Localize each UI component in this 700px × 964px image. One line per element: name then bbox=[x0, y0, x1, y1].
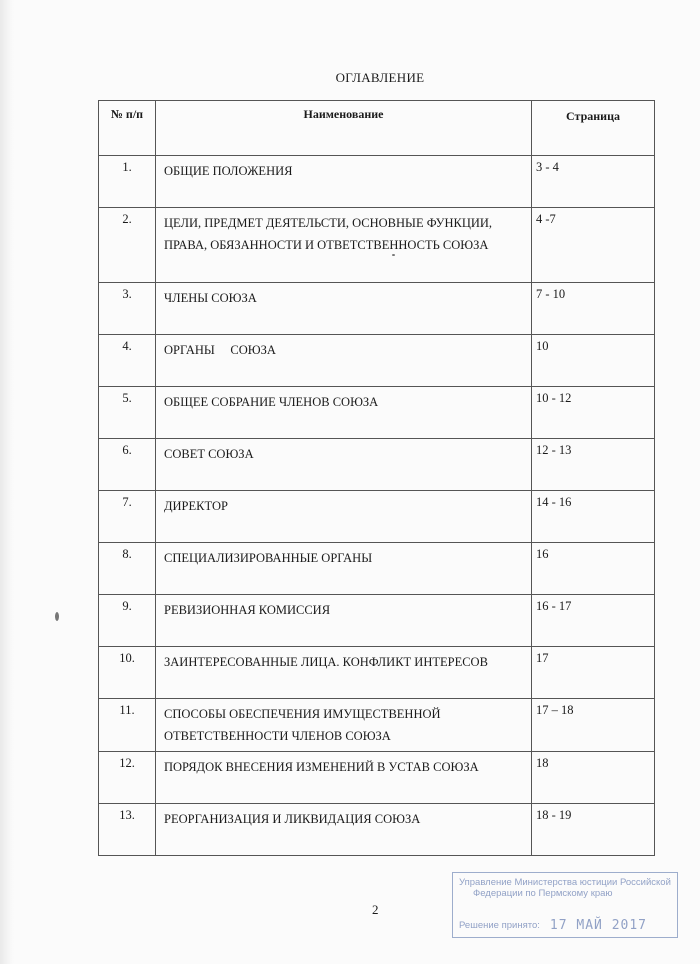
row-page: 3 - 4 bbox=[532, 156, 655, 208]
row-title: ПОРЯДОК ВНЕСЕНИЯ ИЗМЕНЕНИЙ В УСТАВ СОЮЗА bbox=[156, 752, 532, 804]
header-number: № п/п bbox=[99, 101, 156, 156]
row-page: 18 bbox=[532, 752, 655, 804]
row-number: 8. bbox=[99, 543, 156, 595]
row-title: ЧЛЕНЫ СОЮЗА bbox=[156, 283, 532, 335]
toc-table bbox=[98, 100, 655, 856]
document-title: ОГЛАВЛЕНИЕ bbox=[335, 70, 425, 85]
row-title: СПЕЦИАЛИЗИРОВАННЫЕ ОРГАНЫ bbox=[156, 543, 532, 595]
row-title: РЕВИЗИОННАЯ КОМИССИЯ bbox=[156, 595, 532, 647]
row-page: 16 - 17 bbox=[532, 595, 655, 647]
stamp-line-region: Федерации по Пермскому краю bbox=[473, 888, 613, 899]
row-page: 18 - 19 bbox=[532, 804, 655, 856]
row-number: 10. bbox=[99, 647, 156, 699]
scan-speck bbox=[55, 612, 59, 621]
row-page: 17 – 18 bbox=[532, 699, 655, 752]
row-title: ДИРЕКТОР bbox=[156, 491, 532, 543]
stamp-date: 17 МАЙ 2017 bbox=[549, 918, 647, 933]
row-number: 2. bbox=[99, 208, 156, 283]
row-number: 5. bbox=[99, 387, 156, 439]
row-title: ЦЕЛИ, ПРЕДМЕТ ДЕЯТЕЛЬСТИ, ОСНОВНЫЕ ФУНКЦИИ, ПРАВА, ОБЯЗАННОСТИ И ОТВЕТСТВЕННОСТЬ СОЮЗА bbox=[156, 208, 532, 283]
table-row bbox=[99, 439, 655, 491]
toc-header-row bbox=[99, 101, 655, 156]
table-row bbox=[99, 335, 655, 387]
stamp-line-authority: Управление Министерства юстиции Российской bbox=[459, 877, 671, 888]
row-number: 9. bbox=[99, 595, 156, 647]
row-number: 6. bbox=[99, 439, 156, 491]
row-number: 4. bbox=[99, 335, 156, 387]
row-title: РЕОРГАНИЗАЦИЯ И ЛИКВИДАЦИЯ СОЮЗА bbox=[156, 804, 532, 856]
page-number: 2 bbox=[372, 902, 379, 917]
row-page: 10 bbox=[532, 335, 655, 387]
row-title: ЗАИНТЕРЕСОВАННЫЕ ЛИЦА. КОНФЛИКТ ИНТЕРЕСОВ bbox=[156, 647, 532, 699]
table-row bbox=[99, 208, 655, 283]
row-page: 12 - 13 bbox=[532, 439, 655, 491]
row-page: 16 bbox=[532, 543, 655, 595]
table-row bbox=[99, 647, 655, 699]
header-page: Страница bbox=[532, 101, 655, 156]
scan-speck bbox=[392, 254, 395, 256]
row-title: СОВЕТ СОЮЗА bbox=[156, 439, 532, 491]
row-page: 14 - 16 bbox=[532, 491, 655, 543]
row-number: 7. bbox=[99, 491, 156, 543]
row-title: ОРГАНЫ СОЮЗА bbox=[156, 335, 532, 387]
stamp-decision-label: Решение принято: bbox=[459, 920, 540, 931]
row-number: 11. bbox=[99, 699, 156, 752]
row-number: 12. bbox=[99, 752, 156, 804]
header-name: Наименование bbox=[156, 101, 532, 156]
registration-stamp bbox=[452, 872, 678, 938]
row-number: 3. bbox=[99, 283, 156, 335]
row-page: 10 - 12 bbox=[532, 387, 655, 439]
row-page: 4 -7 bbox=[532, 208, 655, 283]
row-title: СПОСОБЫ ОБЕСПЕЧЕНИЯ ИМУЩЕСТВЕННОЙ ОТВЕТСТВЕННОСТИ ЧЛЕНОВ СОЮЗА bbox=[156, 699, 532, 752]
table-row bbox=[99, 543, 655, 595]
table-row bbox=[99, 491, 655, 543]
row-title: ОБЩЕЕ СОБРАНИЕ ЧЛЕНОВ СОЮЗА bbox=[156, 387, 532, 439]
table-row bbox=[99, 387, 655, 439]
row-title: ОБЩИЕ ПОЛОЖЕНИЯ bbox=[156, 156, 532, 208]
table-row bbox=[99, 156, 655, 208]
row-page: 17 bbox=[532, 647, 655, 699]
row-number: 13. bbox=[99, 804, 156, 856]
page-edge-shadow bbox=[0, 0, 14, 964]
table-row bbox=[99, 595, 655, 647]
table-row bbox=[99, 752, 655, 804]
row-page: 7 - 10 bbox=[532, 283, 655, 335]
table-row bbox=[99, 804, 655, 856]
table-row bbox=[99, 699, 655, 752]
table-row bbox=[99, 283, 655, 335]
row-number: 1. bbox=[99, 156, 156, 208]
